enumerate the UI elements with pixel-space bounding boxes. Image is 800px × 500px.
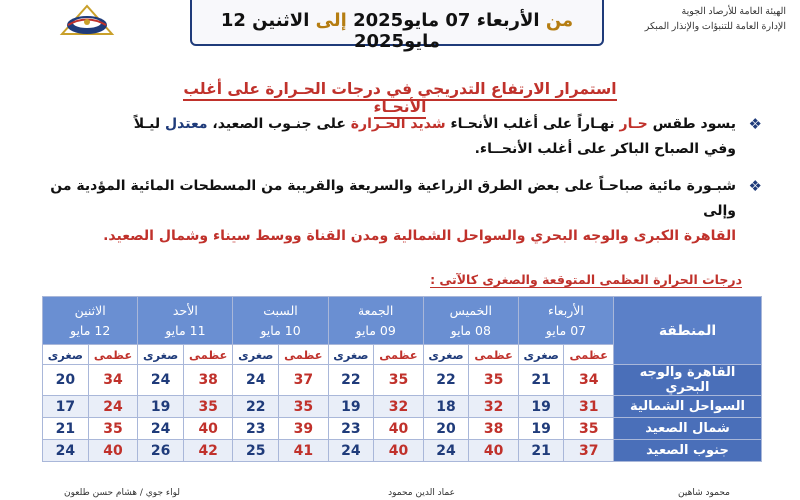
day-name: الأحد [172, 302, 198, 318]
table-row [43, 440, 762, 462]
min-temp-cell: 21 [518, 365, 564, 396]
headline [180, 80, 620, 116]
max-temp-cell: 40 [183, 418, 233, 440]
min-temp-cell: 21 [43, 418, 89, 440]
min-temp-cell: 23 [328, 418, 374, 440]
signatures [0, 488, 800, 500]
max-temp-cell: 35 [564, 418, 614, 440]
region-cell: جنوب الصعيد [614, 440, 762, 462]
min-temp-cell: 24 [43, 440, 89, 462]
date-to-label: إلى [315, 10, 347, 31]
min-temp-cell: 17 [43, 396, 89, 418]
table-header-days [43, 297, 762, 345]
min-temp-cell: 22 [328, 365, 374, 396]
min-header: صغرى [423, 345, 469, 365]
diamond-bullet-icon: ❖ [748, 177, 762, 195]
max-temp-cell: 39 [279, 418, 329, 440]
max-temp-cell: 34 [564, 365, 614, 396]
organization-name [616, 4, 786, 34]
bullet-fog [32, 174, 762, 249]
min-temp-cell: 26 [138, 440, 184, 462]
min-temp-cell: 21 [518, 440, 564, 462]
min-header: صغرى [328, 345, 374, 365]
day-header [518, 297, 613, 345]
table-caption [430, 272, 742, 287]
min-temp-cell: 24 [423, 440, 469, 462]
max-header: عظمى [88, 345, 138, 365]
table-caption-text: درجات الحرارة العظمى المتوقعة والصغرى كالآتى : [430, 272, 742, 287]
day-date: 12 مايو [69, 322, 111, 338]
min-temp-cell: 19 [518, 418, 564, 440]
min-temp-cell: 20 [43, 365, 89, 396]
bullet1-line-2: وفي الصباح الباكر على أغلب الأنحــاء. [474, 141, 736, 157]
forecast-bullets [32, 112, 762, 261]
max-temp-cell: 38 [469, 418, 519, 440]
day-date: 07 مايو [545, 322, 587, 338]
max-header: عظمى [279, 345, 329, 365]
org-line-2: الإدارة العامة للتنبؤات والإنذار المبكر [644, 21, 786, 32]
min-header: صغرى [518, 345, 564, 365]
max-temp-cell: 40 [88, 440, 138, 462]
min-temp-cell: 24 [328, 440, 374, 462]
max-temp-cell: 37 [279, 365, 329, 396]
day-name: الخميس [449, 302, 492, 318]
bullet2-line-1: شبـورة مائية صباحـاً على بعض الطرق الزراعية والسريعة والقريبة من المسطحات المائية المؤدية من وإلى [50, 178, 736, 219]
day-date: 09 مايو [355, 322, 396, 338]
diamond-bullet-icon: ❖ [748, 115, 762, 133]
org-line-1: الهيئة العامة للأرصاد الجوية [681, 6, 786, 17]
table-body [43, 365, 762, 462]
signature-name-1: محمود شاهين [678, 488, 730, 498]
min-temp-cell: 25 [233, 440, 279, 462]
min-temp-cell: 22 [233, 396, 279, 418]
day-header [138, 297, 233, 345]
max-temp-cell: 35 [374, 365, 424, 396]
max-temp-cell: 38 [183, 365, 233, 396]
day-name: الجمعة [357, 302, 394, 318]
min-temp-cell: 20 [423, 418, 469, 440]
bullet1-moderate: معتدل [165, 116, 208, 132]
max-temp-cell: 37 [564, 440, 614, 462]
max-header: عظمى [564, 345, 614, 365]
min-temp-cell: 19 [138, 396, 184, 418]
day-name: السبت [263, 302, 298, 318]
day-name: الأربعاء [548, 302, 584, 318]
max-header: عظمى [469, 345, 519, 365]
signature-name-2: عماد الدين محمود [388, 488, 455, 498]
bullet1-very-hot: شديد الحـرارة [350, 116, 446, 132]
bullet1-text-1: يسود طقس [647, 116, 736, 132]
date-to: الاثنين 12 مايو2025 [220, 10, 441, 52]
min-header: صغرى [138, 345, 184, 365]
min-temp-cell: 24 [138, 418, 184, 440]
min-temp-cell: 24 [233, 365, 279, 396]
bullet1-hot: حـار [619, 116, 648, 132]
min-temp-cell: 18 [423, 396, 469, 418]
min-header: صغرى [43, 345, 89, 365]
day-header [328, 297, 423, 345]
min-temp-cell: 22 [423, 365, 469, 396]
bullet1-text-4: ليـلاً [133, 116, 166, 132]
signature-name-3: لواء جوي / هشام حسن طلعون [64, 488, 180, 498]
min-temp-cell: 19 [328, 396, 374, 418]
table-row [43, 365, 762, 396]
bullet2-line-2: القاهرة الكبرى والوجه البحري والسواحل الشمالية ومدن القناة ووسط سيناء وشمال الصعيد. [103, 228, 736, 244]
forecast-date-range [192, 10, 602, 52]
region-cell: شمال الصعيد [614, 418, 762, 440]
day-header [423, 297, 518, 345]
min-temp-cell: 24 [138, 365, 184, 396]
min-header: صغرى [233, 345, 279, 365]
forecast-title-box [190, 0, 604, 52]
day-header [43, 297, 138, 345]
min-temp-cell: 23 [233, 418, 279, 440]
region-cell: القاهرة والوجه البحري [614, 365, 762, 396]
max-temp-cell: 40 [374, 440, 424, 462]
day-date: 11 مايو [165, 322, 206, 338]
max-temp-cell: 40 [469, 440, 519, 462]
max-temp-cell: 31 [564, 396, 614, 418]
bullet-temperature [32, 112, 762, 162]
temperature-table [42, 296, 762, 462]
bullet1-text-2: نهـاراً على أغلب الأنحـاء [445, 116, 620, 132]
day-date: 08 مايو [450, 322, 491, 338]
max-header: عظمى [183, 345, 233, 365]
bullet1-text-3: على جنـوب الصعيد، [207, 116, 351, 132]
date-from: الأربعاء 07 مايو2025 [353, 10, 540, 31]
min-temp-cell: 19 [518, 396, 564, 418]
max-temp-cell: 35 [469, 365, 519, 396]
max-temp-cell: 40 [374, 418, 424, 440]
max-temp-cell: 42 [183, 440, 233, 462]
table-row [43, 418, 762, 440]
max-temp-cell: 32 [374, 396, 424, 418]
max-temp-cell: 41 [279, 440, 329, 462]
max-temp-cell: 34 [88, 365, 138, 396]
max-temp-cell: 24 [88, 396, 138, 418]
max-header: عظمى [374, 345, 424, 365]
headline-text: استمرار الارتفاع التدريجي في درجات الحـرارة على أغلب الأنحـاء [183, 80, 616, 119]
day-name: الاثنين [74, 302, 106, 318]
table-row [43, 396, 762, 418]
day-header [233, 297, 328, 345]
region-cell: السواحل الشمالية [614, 396, 762, 418]
ema-logo-icon [58, 0, 116, 40]
day-date: 10 مايو [260, 322, 301, 338]
region-column-header: المنطقة [614, 297, 762, 365]
max-temp-cell: 35 [183, 396, 233, 418]
max-temp-cell: 32 [469, 396, 519, 418]
date-from-label: من [545, 10, 574, 31]
max-temp-cell: 35 [88, 418, 138, 440]
max-temp-cell: 35 [279, 396, 329, 418]
